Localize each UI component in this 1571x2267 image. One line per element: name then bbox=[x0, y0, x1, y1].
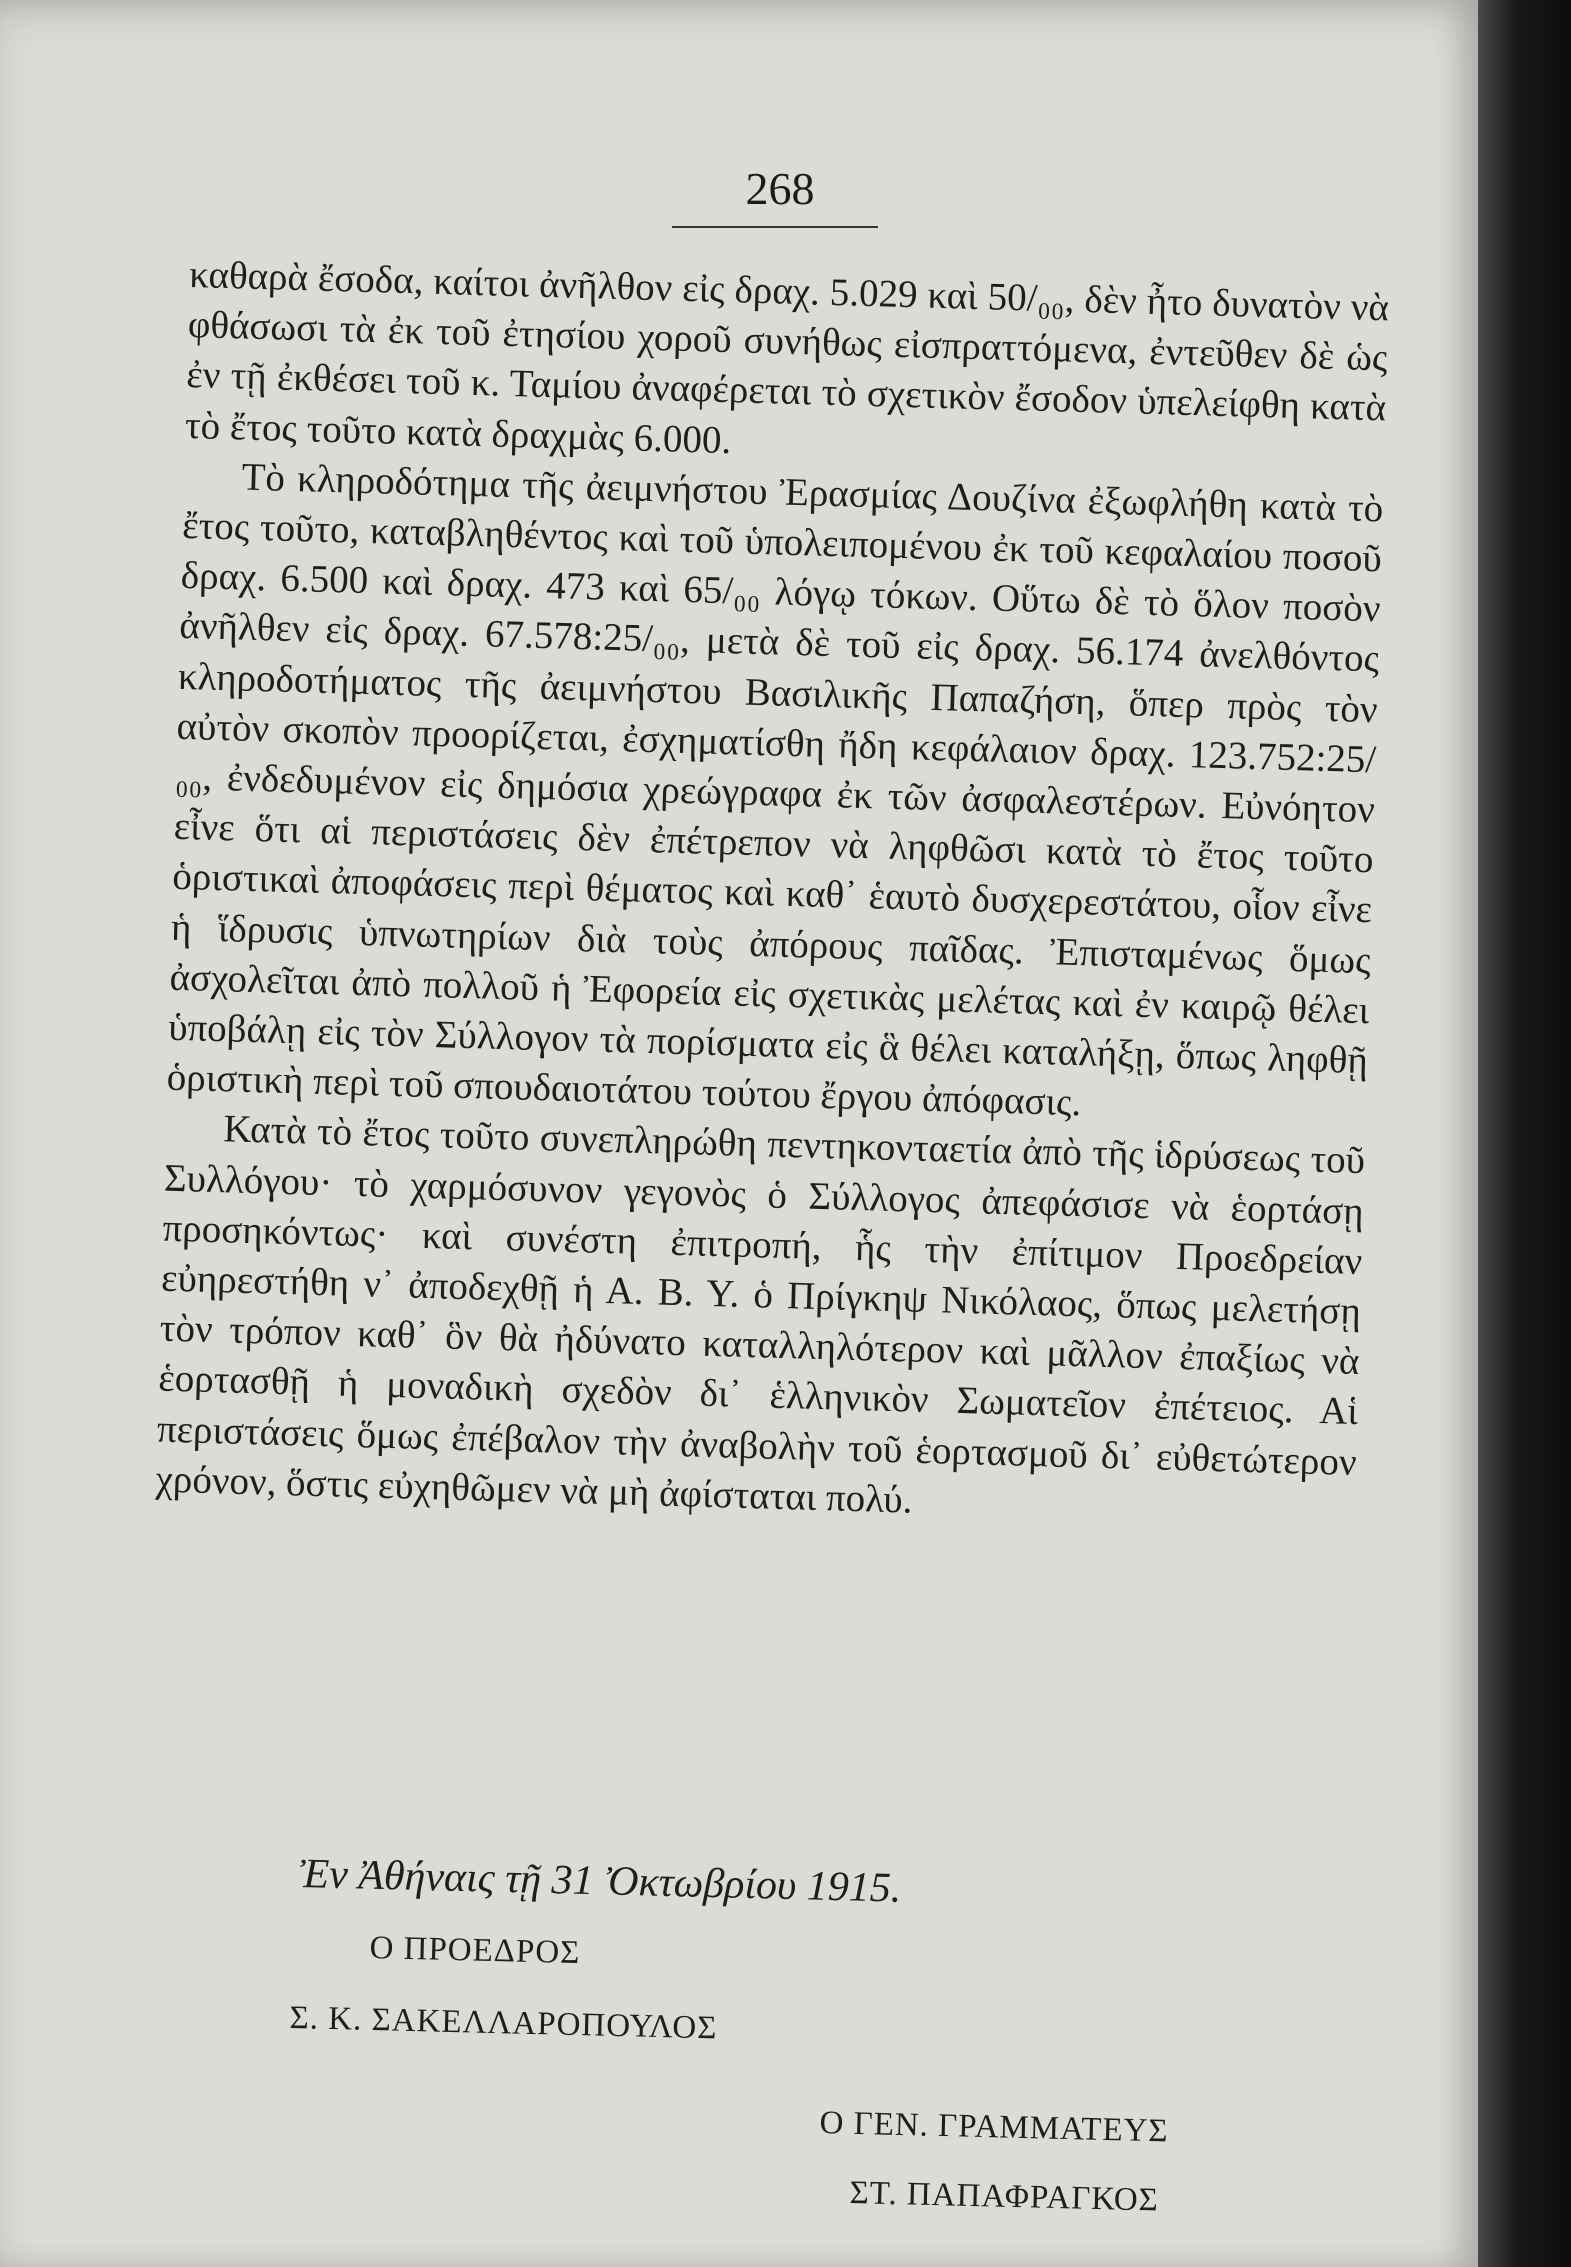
secretary-title: Ο ΓΕΝ. ΓΡΑΜΜΑΤΕΥΣ bbox=[819, 2105, 1170, 2150]
president-title: Ο ΠΡΟΕΔΡΟΣ bbox=[369, 1930, 581, 1972]
body-text bbox=[155, 250, 1390, 1538]
paragraph-3: Κατὰ τὸ ἔτος τοῦτο συνεπληρώθη πεντηκονταετία ἀπὸ τῆς ἱδρύσεως τοῦ Συλλόγου· τὸ χαρμόσυνον γεγονὸς ὁ Σύλλογος ἀπεφάσισε νὰ ἑορτάσῃ προσηκόντως· καὶ συνέστη ἐπιτροπή, ἧς τὴν ἐπίτιμον Προεδρείαν εὐηρεστήθη ν᾽ ἀποδεχθῇ ἡ Α. Β. Υ. ὁ Πρίγκηψ Νικόλαος, ὅπως μελετήσῃ τὸν τρόπον καθ᾽ ὃν θὰ ἠδύνατο καταλληλότερον καὶ μᾶλλον ἐπαξίως νὰ ἑορτασθῇ ἡ μοναδικὴ σχεδὸν δι᾽ ἑλληνικὸν Σωματεῖον ἐπέτειος. Αἱ περιστάσεις ὅμως ἐπέβαλον τὴν ἀναβολὴν τοῦ ἑορτασμοῦ δι᾽ εὐθετώτερον χρόνον, ὅστις εὐχηθῶμεν νὰ μὴ ἀφίσταται πολύ. bbox=[155, 1107, 1366, 1522]
paragraph-1: καθαρὰ ἔσοδα, καίτοι ἀνῆλθον εἰς δραχ. 5.029 καὶ 50/₀₀, δὲν ἦτο δυνατὸν νὰ φθάσωσι τὰ ἐκ τοῦ ἐτησίου χοροῦ συνήθως εἰσπραττόμενα, ἐντεῦθεν δὲ ὡς ἐν τῇ ἐκθέσει τοῦ κ. Ταμίου ἀναφέρεται τὸ σχετικὸν ἔσοδον ὑπελείφθη κατὰ τὸ ἔτος τοῦτο κατὰ δραχμὰς 6.000. bbox=[184, 252, 1390, 462]
page-number-rule bbox=[672, 226, 878, 228]
secretary-name: ΣΤ. ΠΑΠΑΦΡΑΓΚΟΣ bbox=[849, 2175, 1160, 2219]
book-spine-shadow bbox=[1478, 0, 1571, 2267]
paragraph-2: Τὸ κληροδότημα τῆς ἀειμνήστου Ἐρασμίας Δουζίνα ἐξωφλήθη κατὰ τὸ ἔτος τοῦτο, καταβληθέντος καὶ τοῦ ὑπολειπομένου ἐκ τοῦ κεφαλαίου ποσοῦ δραχ. 6.500 καὶ δραχ. 473 καὶ 65/₀₀ λόγῳ τόκων. Οὕτω δὲ τὸ ὅλον ποσὸν ἀνῆλθεν εἰς δραχ. 67.578:25/₀₀, μετὰ δὲ τοῦ εἰς δραχ. 56.174 ἀνελθόντος κληροδοτήματος τῆς ἀειμνήστου Βασιλικῆς Παπαζήση, ὅπερ πρὸς τὸν αὐτὸν σκοπὸν προορίζεται, ἐσχηματίσθη ἤδη κεφάλαιον δραχ. 123.752:25/₀₀, ἐνδεδυμένον εἰς δημόσια χρεώγραφα ἐκ τῶν ἀσφαλεστέρων. Εὐνόητον εἶνε ὅτι αἱ περιστάσεις δὲν ἐπέτρεπον νὰ ληφθῶσι κατὰ τὸ ἔτος τοῦτο ὁριστικαὶ ἀποφάσεις περὶ θέματος καὶ καθ᾽ ἑαυτὸ δυσχερεστάτου, οἷον εἶνε ἡ ἵδρυσις ὑπνωτηρίων διὰ τοὺς ἀπόρους παῖδας. Ἐπισταμένως ὅμως ἀσχολεῖται ἀπὸ πολλοῦ ἡ Ἐφορεία εἰς σχετικὰς μελέτας καὶ ἐν καιρῷ θέλει ὑποβάλῃ εἰς τὸν Σύλλογον τὰ πορίσματα εἰς ἃ θέλει καταλήξῃ, ὅπως ληφθῇ ὁριστικὴ περὶ τοῦ σπουδαιοτάτου τούτου ἔργου ἀπόφασις. bbox=[166, 455, 1384, 1125]
page-number: 268 bbox=[745, 163, 815, 214]
president-name: Σ. Κ. ΣΑΚΕΛΛΑΡΟΠΟΥΛΟΣ bbox=[289, 2000, 718, 2047]
place-date-line: Ἐν Ἀθήναις τῇ 31 Ὀκτωβρίου 1915. bbox=[298, 1850, 902, 1912]
